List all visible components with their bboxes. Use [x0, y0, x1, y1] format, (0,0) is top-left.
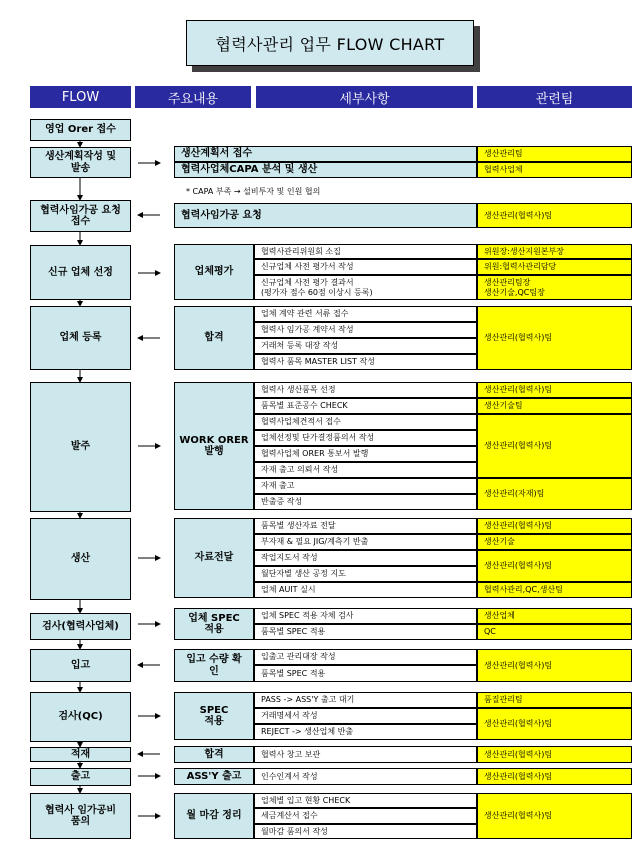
detail-row: 반출증 작성: [254, 494, 477, 510]
team-cell: 생산관리(협력사)팀: [477, 203, 632, 228]
team-cell: 위원장:생산지원본부장: [477, 244, 632, 259]
detail-capa-analysis: 협력사업체CAPA 분석 및 생산: [174, 162, 477, 178]
detail-row: 협력사 창고 보관: [254, 746, 477, 763]
team-cell: 생산기술: [477, 534, 632, 550]
detail-row: 거래처 등록 대장 작성: [254, 338, 477, 354]
team-cell: 위원:협력사관리담당: [477, 259, 632, 275]
team-cell: 품질관리팀: [477, 692, 632, 708]
detail-row: 신규업체 사전 평가 결과서 (평가자 점수 60점 이상시 등록): [254, 275, 477, 300]
detail-row: 협력사업체견적서 접수: [254, 414, 477, 430]
main-monthly-close: 월 마감 정리: [174, 793, 254, 839]
detail-row: 업체 계약 관련 서류 접수: [254, 306, 477, 322]
flow-order-receive: 영업 Orer 접수: [30, 119, 131, 141]
main-pass-2: 합격: [174, 746, 254, 763]
main-vendor-spec: 업체 SPEC 적용: [174, 608, 254, 640]
team-cell: 생산관리팀: [477, 146, 632, 162]
main-vendor-eval: 업체평가: [174, 244, 254, 300]
detail-row: 인수인계서 작성: [254, 768, 477, 785]
team-cell: 협력사업체: [477, 162, 632, 178]
header-flow: FLOW: [30, 86, 131, 108]
detail-row: 품목별 SPEC 적용: [254, 665, 477, 682]
team-cell: 생산관리(협력사)팀: [477, 793, 632, 839]
team-cell: 생산관리(협력사)팀: [477, 306, 632, 370]
detail-row: REJECT -> 생산업체 반출: [254, 724, 477, 740]
team-cell: 생산관리팀장 생산기술,QC팀장: [477, 275, 632, 300]
detail-row: 업체 AUIT 실시: [254, 582, 477, 598]
detail-row: 월단자별 생산 공정 지도: [254, 566, 477, 582]
team-cell: 생산관리(협력사)팀: [477, 414, 632, 478]
detail-row: 작업지도서 작성: [254, 550, 477, 566]
team-cell: 협력사관리,QC,생산팀: [477, 582, 632, 598]
detail-row: 협력사관리위원회 소집: [254, 244, 477, 259]
detail-plan-receive: 생산계획서 접수: [174, 146, 477, 162]
team-cell: 생산업체: [477, 608, 632, 624]
team-cell: 생산관리(협력사)팀: [477, 382, 632, 398]
detail-row: 협력사업체 ORER 통보서 발행: [254, 446, 477, 462]
team-cell: 생산관리(협력사)팀: [477, 550, 632, 582]
detail-row: 품목별 SPEC 적용: [254, 624, 477, 640]
flow-shipping: 출고: [30, 768, 131, 786]
detail-row: 협력사 생산품목 선정: [254, 382, 477, 398]
detail-row: 자재 출고 의뢰서 작성: [254, 462, 477, 478]
detail-row: PASS -> ASS'Y 출고 대기: [254, 692, 477, 708]
header-main: 주요내용: [135, 86, 251, 108]
detail-row: 품목별 생산자료 전달: [254, 518, 477, 534]
detail-row: 거래명세서 작성: [254, 708, 477, 724]
team-cell: 생산관리(협력사)팀: [477, 649, 632, 682]
detail-row: 신규업체 사전 평가서 작성: [254, 259, 477, 275]
main-spec-apply: SPEC 적용: [174, 692, 254, 740]
team-cell: 생산관리(자재)팀: [477, 478, 632, 510]
flow-new-vendor-select: 신규 업체 선정: [30, 245, 131, 300]
header-team: 관련팀: [477, 86, 632, 108]
main-assy-ship: ASS'Y 출고: [174, 768, 254, 785]
flow-production-plan: 생산계획작성 및 발송: [30, 147, 131, 178]
flow-cost-approval: 협력사 임가공비 품의: [30, 793, 131, 839]
team-cell: 생산기술팀: [477, 398, 632, 414]
page-title: 협력사관리 업무 FLOW CHART: [186, 20, 474, 66]
team-cell: 생산관리(협력사)팀: [477, 768, 632, 785]
flow-subcontract-request: 협력사임가공 요청 접수: [30, 200, 131, 232]
main-data-transfer: 자료전달: [174, 518, 254, 598]
header-detail: 세부사항: [256, 86, 473, 108]
detail-row: 협력사 품목 MASTER LIST 작성: [254, 354, 477, 370]
flow-receiving: 입고: [30, 649, 131, 682]
main-qty-check: 입고 수량 확 인: [174, 649, 254, 682]
main-pass: 합격: [174, 306, 254, 370]
flow-inspection-vendor: 검사(협력사업체): [30, 613, 131, 640]
flow-storage: 적재: [30, 747, 131, 762]
main-work-order: WORK ORER 발행: [174, 382, 254, 510]
detail-row: 품목별 표준공수 CHECK: [254, 398, 477, 414]
detail-subcontract-request: 협력사임가공 요청: [174, 203, 477, 228]
detail-row: 업체 SPEC 적용 자체 검사: [254, 608, 477, 624]
detail-row: 부자재 & 필요 JIG/계측기 반출: [254, 534, 477, 550]
detail-row: 자재 출고: [254, 478, 477, 494]
detail-row: 입출고 관리대장 작성: [254, 649, 477, 665]
team-cell: 생산관리(협력사)팀: [477, 746, 632, 763]
detail-row: 업체별 입고 현황 CHECK: [254, 793, 477, 808]
flow-inspection-qc: 검사(QC): [30, 692, 131, 742]
detail-row: 업체선정및 단가결정품의서 작성: [254, 430, 477, 446]
detail-row: 협력사 임가공 계약서 작성: [254, 322, 477, 338]
flow-production: 생산: [30, 518, 131, 600]
team-cell: QC: [477, 624, 632, 640]
flow-order: 발주: [30, 382, 131, 512]
detail-row: 월마감 품의서 작성: [254, 824, 477, 839]
detail-row: 세금계산서 접수: [254, 808, 477, 824]
flow-vendor-register: 업체 등록: [30, 306, 131, 370]
capa-note: * CAPA 부족 → 설비투자 및 인원 협의: [186, 187, 321, 196]
team-cell: 생산관리(협력사)팀: [477, 518, 632, 534]
team-cell: 생산관리(협력사)팀: [477, 708, 632, 740]
